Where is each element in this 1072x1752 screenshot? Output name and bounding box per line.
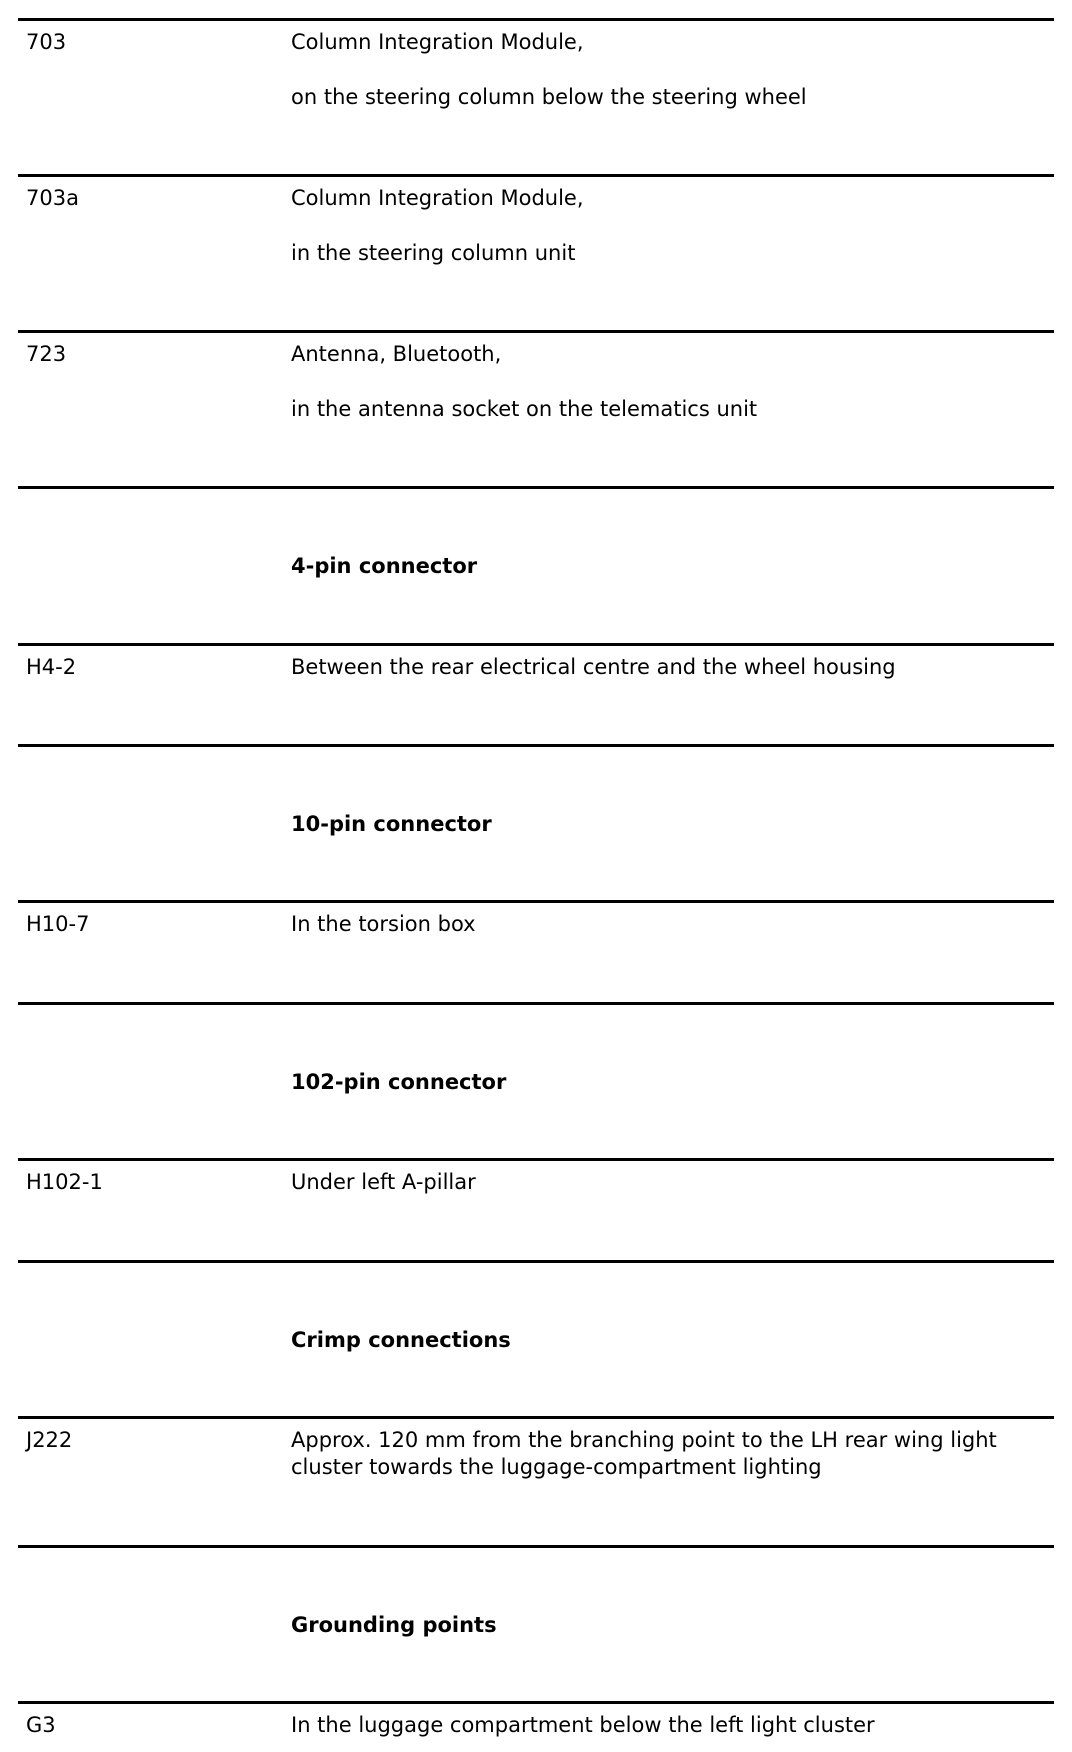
connector-code: H4-2 (26, 655, 77, 679)
connector-location: Under left A-pillar (291, 1170, 476, 1194)
row-divider (18, 1545, 1054, 1548)
component-code: 723 (26, 342, 67, 366)
row-divider (18, 744, 1054, 747)
component-name: Column Integration Module, (291, 186, 584, 210)
section-heading-crimp: Crimp connections (291, 1328, 511, 1352)
section-heading-10-pin: 10-pin connector (291, 812, 492, 836)
component-name: Antenna, Bluetooth, (291, 342, 502, 366)
row-divider (18, 1158, 1054, 1161)
component-description (291, 185, 1061, 267)
connector-code: H102-1 (26, 1170, 103, 1194)
component-code: 703 (26, 30, 67, 54)
row-divider (18, 643, 1054, 646)
row-divider (18, 1701, 1054, 1704)
connector-code: H10-7 (26, 912, 90, 936)
row-divider (18, 18, 1054, 21)
grounding-location: In the luggage compartment below the left light cluster (291, 1713, 875, 1737)
section-heading-grounding: Grounding points (291, 1613, 497, 1637)
row-divider (18, 1260, 1054, 1263)
connector-location: Between the rear electrical centre and the wheel housing (291, 655, 896, 679)
row-divider (18, 1416, 1054, 1419)
component-name: Column Integration Module, (291, 30, 584, 54)
component-location: in the steering column unit (291, 241, 576, 265)
crimp-code: J222 (26, 1428, 73, 1452)
component-description (291, 29, 1061, 111)
row-divider (18, 900, 1054, 903)
connector-location: In the torsion box (291, 912, 476, 936)
section-heading-102-pin: 102-pin connector (291, 1070, 507, 1094)
component-code: 703a (26, 186, 79, 210)
row-divider (18, 330, 1054, 333)
component-location: on the steering column below the steering wheel (291, 85, 807, 109)
component-description (291, 341, 1061, 423)
row-divider (18, 486, 1054, 489)
crimp-location: Approx. 120 mm from the branching point to the LH rear wing light cluster towards the luggage-compartment lighting (291, 1428, 997, 1479)
row-divider (18, 174, 1054, 177)
grounding-code: G3 (26, 1713, 56, 1737)
section-heading-4-pin: 4-pin connector (291, 554, 478, 578)
row-divider (18, 1002, 1054, 1005)
component-location: in the antenna socket on the telematics unit (291, 397, 758, 421)
